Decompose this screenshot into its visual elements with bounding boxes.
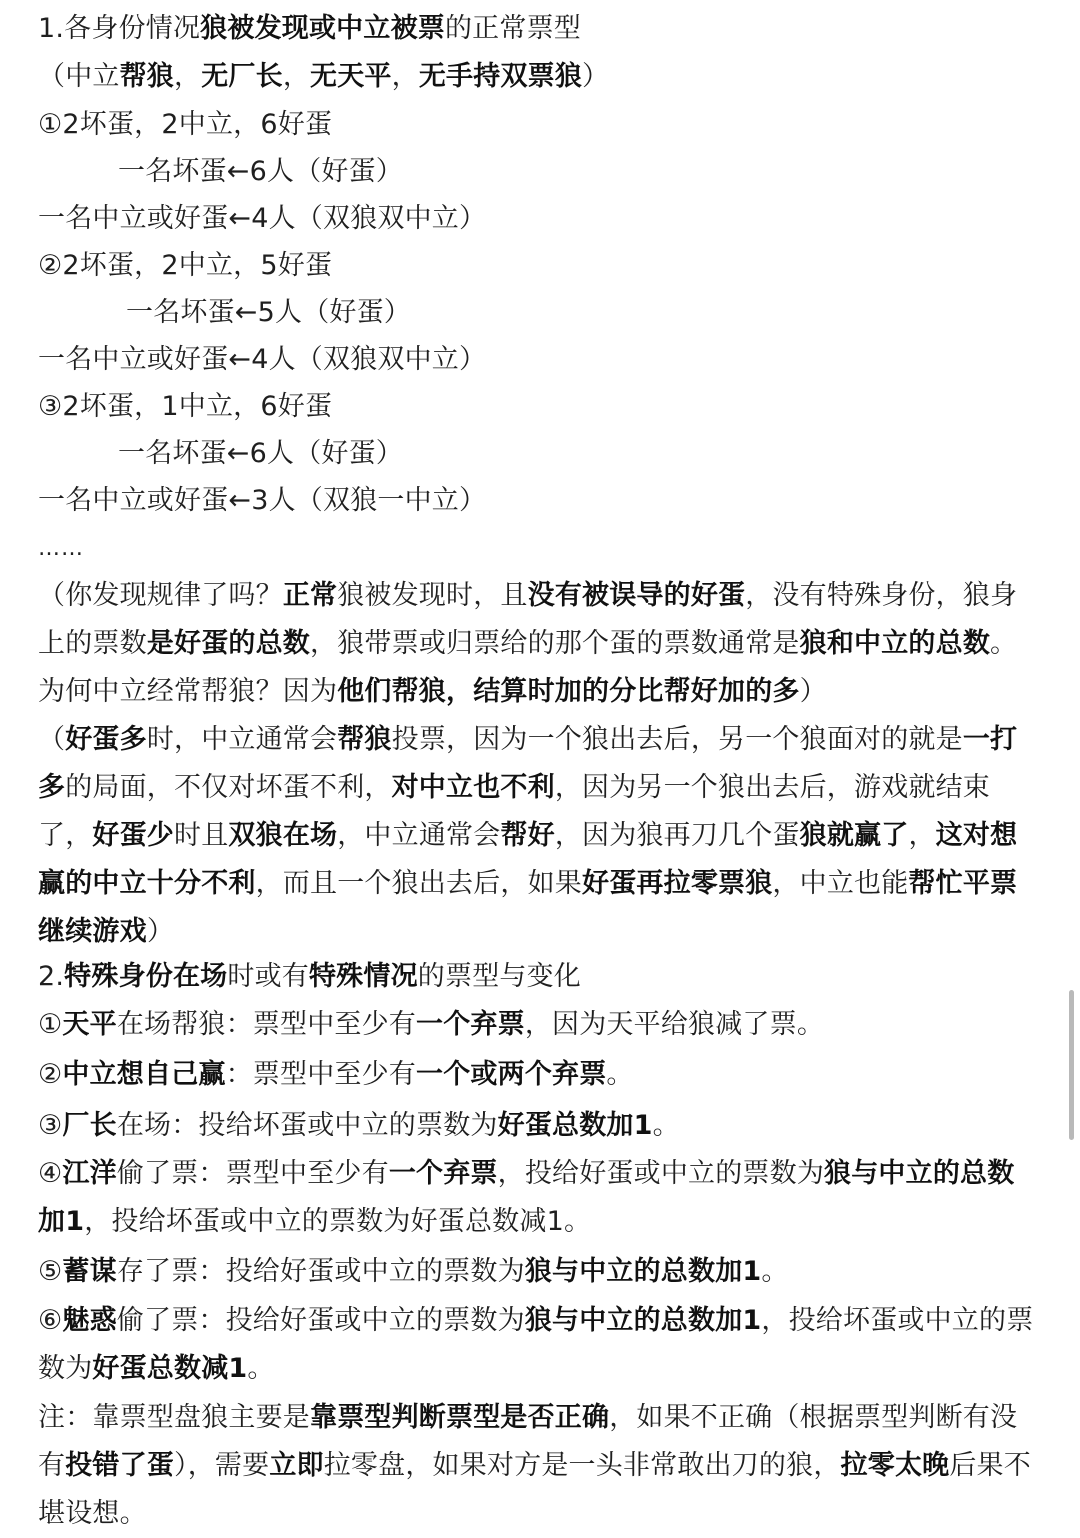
text: 。为何中立经常帮狼？因为 — [38, 628, 1018, 707]
case-heading: ②2坏蛋，2中立，5好蛋 — [38, 250, 333, 281]
special-item — [38, 1255, 789, 1289]
text: ，如果不正确（根据票型判断有没有 — [38, 1402, 1018, 1481]
text: ， — [282, 61, 311, 92]
neutral-note — [38, 716, 1038, 956]
bold-text: 狼就赢了 — [799, 820, 909, 851]
case-line-bad: 一名坏蛋←6人（好蛋） — [118, 156, 404, 187]
bold-text: 正常 — [282, 580, 338, 611]
text: 在场：投给坏蛋或中立的票数为 — [116, 1110, 498, 1141]
case-heading: ①2坏蛋，2中立，6好蛋 — [38, 109, 333, 140]
bold-text: 好蛋总数减1 — [92, 1353, 248, 1384]
bold-text: 狼与中立的总数加1 — [38, 1158, 1015, 1237]
text: 的正常票型 — [444, 13, 581, 44]
text: 的局面，不仅对坏蛋不利， — [65, 772, 392, 803]
text: 注：靠票型盘狼主要是 — [38, 1402, 310, 1433]
text: ，因为另一个狼出去后，游戏就结束了， — [38, 772, 991, 851]
text: 。 — [247, 1353, 275, 1384]
bold-text: 魅惑 — [62, 1305, 117, 1336]
bold-text: 天平 — [62, 1009, 117, 1040]
text: 1.各身份情况 — [38, 13, 201, 44]
text: ， — [174, 61, 202, 92]
item-number: ⑥ — [38, 1305, 63, 1336]
bold-text: 好蛋多 — [65, 724, 147, 755]
text: 时，中立通常会 — [146, 724, 338, 755]
item-number: ⑤ — [38, 1256, 63, 1287]
bold-text: 对中立也不利 — [391, 772, 555, 803]
case-line-neutral: 一名中立或好蛋←4人（双狼双中立） — [38, 344, 487, 375]
text: ，投给坏蛋或中立的票数为好蛋总数减1。 — [84, 1206, 592, 1237]
text: 。 — [606, 1059, 634, 1090]
bold-text: 帮狼 — [337, 724, 392, 755]
text: ， — [391, 61, 419, 92]
bold-text: 这对想赢的中立十分不利 — [38, 820, 1018, 899]
case-line-bad: 一名坏蛋←5人（好蛋） — [126, 297, 412, 328]
bold-text: 一个弃票 — [388, 1158, 498, 1189]
bold-text: 狼与中立的总数加1 — [524, 1256, 762, 1287]
text: 时或有 — [227, 961, 309, 992]
bold-text: 投错了蛋 — [65, 1450, 175, 1481]
text: ），需要 — [174, 1450, 270, 1481]
bold-text: 无厂长 — [201, 61, 283, 92]
text: 投票，因为一个狼出去后，另一个狼面对的就是 — [391, 724, 963, 755]
section1-condition — [38, 60, 609, 94]
bold-text: 好蛋总数加1 — [497, 1110, 653, 1141]
item-number: ③ — [38, 1110, 63, 1141]
bold-text: 双狼在场 — [228, 820, 338, 851]
text: ，中立通常会 — [337, 820, 501, 851]
bold-text: 帮忙平票继续游戏 — [38, 868, 1018, 947]
bold-text: 好蛋再拉零票狼 — [582, 868, 773, 899]
item-number: ④ — [38, 1158, 63, 1189]
bold-text: 是好蛋的总数 — [146, 628, 311, 659]
text: ） — [146, 916, 175, 947]
text: 偷了票：票型中至少有 — [116, 1158, 389, 1189]
text: 的票型与变化 — [417, 961, 581, 992]
text: 拉零盘，如果对方是一头非常敢出刀的狼， — [323, 1450, 841, 1481]
text: ，狼带票或归票给的那个蛋的票数通常是 — [310, 628, 800, 659]
bold-text: 无手持双票狼 — [418, 61, 583, 92]
bold-text: 江洋 — [62, 1158, 117, 1189]
text: 2. — [38, 961, 65, 992]
bold-text: 一打多 — [38, 724, 1018, 803]
text: ，投给坏蛋或中立的票数为 — [38, 1305, 1034, 1384]
text: 在场帮狼：票型中至少有 — [116, 1009, 417, 1040]
text: 。 — [761, 1256, 789, 1287]
pattern-note — [38, 572, 1038, 716]
text: ） — [799, 676, 827, 707]
bold-text: 立即 — [269, 1450, 324, 1481]
text: ，投给好蛋或中立的票数为 — [497, 1158, 825, 1189]
section2-title — [38, 960, 581, 994]
text: ，因为天平给狼减了票。 — [524, 1009, 825, 1040]
text: （中立 — [38, 61, 120, 92]
bold-text: 狼与中立的总数加1 — [524, 1305, 762, 1336]
bold-text: 特殊情况 — [308, 961, 418, 992]
special-item — [38, 1008, 824, 1042]
text: ） — [582, 61, 610, 92]
text: ， — [908, 820, 936, 851]
bold-text: 帮狼 — [119, 61, 175, 92]
text: 偷了票：投给好蛋或中立的票数为 — [116, 1305, 525, 1336]
text: 时且 — [174, 820, 229, 851]
case-heading: ③2坏蛋，1中立，6好蛋 — [38, 391, 333, 422]
text: 。 — [652, 1110, 680, 1141]
text: ，而且一个狼出去后，如果 — [255, 868, 583, 899]
section1-title — [38, 12, 581, 46]
bold-text: 他们帮狼，结算时加的分比帮好加的多 — [337, 676, 800, 707]
bold-text: 帮好 — [500, 820, 555, 851]
text: （你发现规律了吗？ — [38, 580, 283, 611]
special-item — [38, 1109, 680, 1143]
bold-text: 靠票型判断票型是否正确 — [310, 1402, 610, 1433]
text: 后果不堪设想。 — [38, 1450, 1031, 1529]
text: ，因为狼再刀几个蛋 — [554, 820, 800, 851]
special-item — [38, 1150, 1038, 1246]
bold-text: 没有被误导的好蛋 — [527, 580, 746, 611]
case-line-bad: 一名坏蛋←6人（好蛋） — [118, 438, 404, 469]
bold-text: 无天平 — [310, 61, 392, 92]
bold-text: 狼被发现或中立被票 — [200, 13, 445, 44]
text: ，没有特殊身份，狼身上的票数 — [38, 580, 1018, 659]
bold-text: 狼和中立的总数 — [799, 628, 991, 659]
bold-text: 好蛋少 — [92, 820, 175, 851]
bold-text: 一个弃票 — [416, 1009, 525, 1040]
scrollbar-thumb[interactable] — [1069, 990, 1074, 1140]
text: 存了票：投给好蛋或中立的票数为 — [116, 1256, 525, 1287]
item-number: ② — [38, 1059, 63, 1090]
bold-text: 特殊身份在场 — [64, 961, 228, 992]
bold-text: 拉零太晚 — [840, 1450, 950, 1481]
case-line-neutral: 一名中立或好蛋←4人（双狼双中立） — [38, 203, 487, 234]
text: 狼被发现时，且 — [337, 580, 528, 611]
case-line-neutral: 一名中立或好蛋←3人（双狼一中立） — [38, 485, 487, 516]
bold-text: 一个或两个弃票 — [416, 1059, 607, 1090]
bold-text: 蓄谋 — [62, 1256, 117, 1287]
closing-note — [38, 1394, 1038, 1538]
item-number: ① — [38, 1009, 63, 1040]
special-item — [38, 1058, 634, 1092]
text: （ — [38, 724, 66, 755]
bold-text: 中立想自己赢 — [62, 1059, 226, 1090]
special-item — [38, 1297, 1038, 1393]
bold-text: 厂长 — [62, 1110, 117, 1141]
text: ：票型中至少有 — [225, 1059, 417, 1090]
text: ，中立也能 — [772, 868, 909, 899]
ellipsis: …… — [38, 536, 84, 561]
